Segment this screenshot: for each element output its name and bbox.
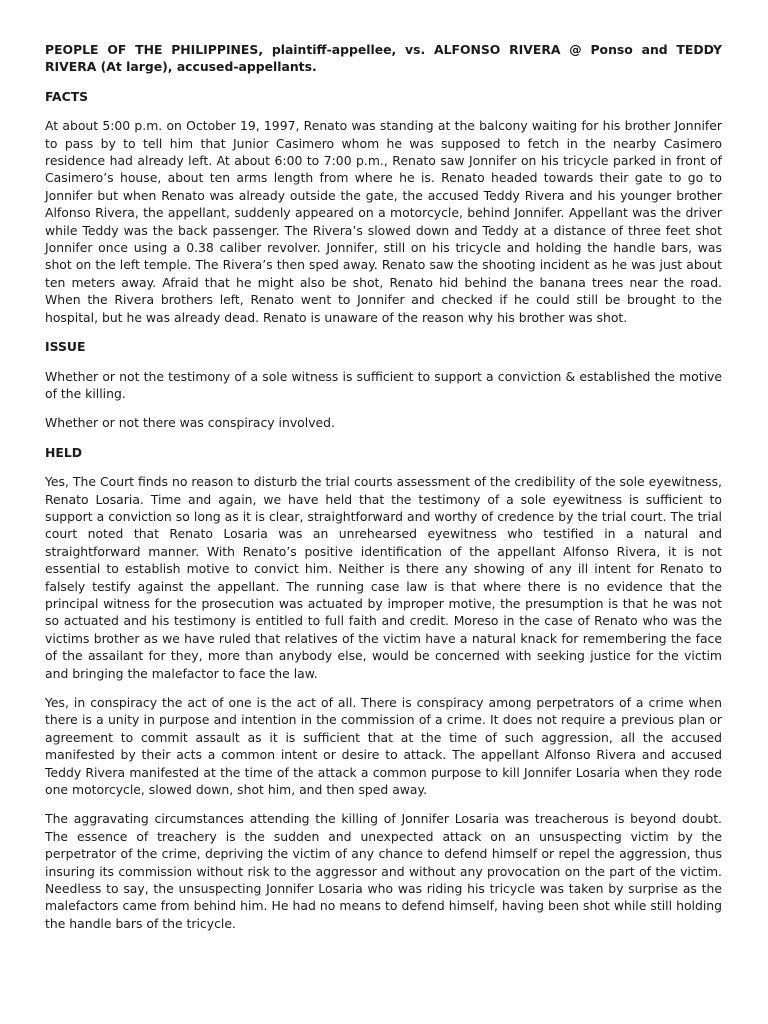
- held-paragraph-3: The aggravating circumstances attending the killing of Jonnifer Losaria was treacherous is beyond doubt. The essence of treachery is the sudden and unexpected attack on an unsuspecting victim by the perpetrator of the crime, depriving the victim of any chance to defend himself or repel the aggression, thus insuring its commission without risk to the aggressor and without any provocation on the part of the victim. Needless to say, the unsuspecting Jonnifer Losaria who was riding his tricycle was taken by surprise as the malefactors came from behind him. He had no means to defend himself, having been shot while still holding the handle bars of the tricycle.: [45, 811, 722, 931]
- issue-paragraph-1: Whether or not the testimony of a sole witness is sufficient to support a conviction & established the motive of the killing.: [45, 368, 722, 401]
- facts-paragraph: At about 5:00 p.m. on October 19, 1997, Renato was standing at the balcony waiting for his brother Jonnifer to pass by to tell him that Junior Casimero whom he was supposed to fetch in the nearby Casimero residence had already left. At about 6:00 to 7:00 p.m., Renato saw Jonnifer on his tricycle parked in front of Casimero’s house, about ten arms length from where he is. Renato headed towards their gate to go to Jonnifer but when Renato was already outside the gate, the accused Teddy Rivera and his younger brother Alfonso Rivera, the appellant, suddenly appeared on a motorcycle, behind Jonnifer. Appellant was the driver while Teddy was the back passenger. The Rivera’s slowed down and Teddy at a distance of three feet shot Jonnifer once using a 0.38 caliber revolver. Jonnifer, still on his tricycle and holding the handle bars, was shot on the left temple. The Rivera’s then sped away. Renato saw the shooting incident as he was just about ten meters away. Afraid that he might also be shot, Renato hid behind the banana trees near the road. When the Rivera brothers left, Renato went to Jonnifer and checked if he could still be brought to the hospital, but he was already dead. Renato is unaware of the reason why his brother was shot.: [45, 118, 722, 325]
- issue-heading: ISSUE: [45, 339, 86, 355]
- document-page: [45, 41, 722, 944]
- held-paragraph-2: Yes, in conspiracy the act of one is the act of all. There is conspiracy among perpetrators of a crime when there is a unity in purpose and intention in the commission of a crime. It does not require a previous plan or agreement to commit assault as it is sufficient that at the time of such aggression, all the accused manifested by their acts a common intent or desire to attack. The appellant Alfonso Rivera and accused Teddy Rivera manifested at the time of the attack a common purpose to kill Jonnifer Losaria when they rode one motorcycle, slowed down, shot him, and then sped away.: [45, 695, 722, 798]
- held-heading: HELD: [45, 444, 83, 460]
- case-title: PEOPLE OF THE PHILIPPINES, plaintiff-appellee, vs. ALFONSO RIVERA @ Ponso and TEDDY RIVERA (At large), accused-appellants.: [45, 42, 722, 75]
- facts-heading: FACTS: [45, 88, 89, 104]
- issue-paragraph-2: Whether or not there was conspiracy involved.: [45, 415, 335, 431]
- held-paragraph-1: Yes, The Court finds no reason to disturb the trial courts assessment of the credibility of the sole eyewitness, Renato Losaria. Time and again, we have held that the testimony of a sole eyewitness is sufficient to support a conviction so long as it is clear, straightforward and worthy of credence by the trial court. The trial court noted that Renato Losaria was an unrehearsed eyewitness who testified in a natural and straightforward manner. With Renato’s positive identification of the appellant Alfonso Rivera, it is not essential to establish motive to convict him. Neither is there any showing of any ill intent for Renato to falsely testify against the appellant. The running case law is that where there is no evidence that the principal witness for the prosecution was actuated by improper motive, the presumption is that he was not so actuated and his testimony is entitled to full faith and credit. Moreso in the case of Renato who was the victims brother as we have ruled that relatives of the victim have a natural knack for remembering the face of the assailant for they, more than anybody else, would be concerned with seeking justice for the victim and bringing the malefactor to face the law.: [45, 474, 722, 681]
